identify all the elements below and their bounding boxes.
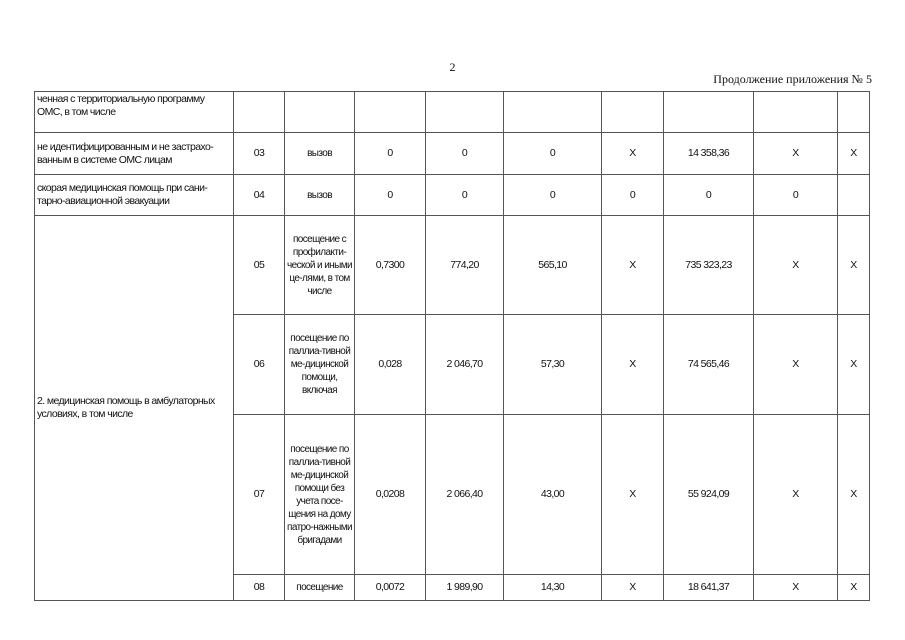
row-value-5: 55 924,09 xyxy=(664,415,754,575)
row-value-6 xyxy=(754,92,838,133)
row-unit: вызов xyxy=(285,175,355,216)
table-row xyxy=(35,216,870,315)
row-value-2: 1 989,90 xyxy=(426,575,504,601)
row-value-7: Х xyxy=(838,575,870,601)
row-value-5: 735 323,23 xyxy=(664,216,754,315)
row-unit: посещение xyxy=(285,575,355,601)
row-value-1: 0,7300 xyxy=(355,216,426,315)
row-value-6: Х xyxy=(754,315,838,415)
row-value-3: 0 xyxy=(504,133,602,175)
row-value-2: 2 046,70 xyxy=(426,315,504,415)
page-number: 2 xyxy=(449,60,456,74)
row-value-5: 0 xyxy=(664,175,754,216)
row-value-7: Х xyxy=(838,216,870,315)
row-value-1: 0,0072 xyxy=(355,575,426,601)
row-value-6: Х xyxy=(754,415,838,575)
table-row xyxy=(35,175,870,216)
row-value-6: Х xyxy=(754,216,838,315)
row-value-1: 0,0208 xyxy=(355,415,426,575)
row-value-1: 0 xyxy=(355,133,426,175)
row-value-4: Х xyxy=(602,133,664,175)
row-name: ченная с территориальную программу ОМС, в том числе xyxy=(35,92,234,133)
data-table xyxy=(34,91,870,601)
row-value-7 xyxy=(838,175,870,216)
row-value-6: 0 xyxy=(754,175,838,216)
row-unit: посещение по паллиа-тивной ме-дицинской помощи без учета посе-щения на дому патро-нажными бригадами xyxy=(285,415,355,575)
row-unit xyxy=(285,92,355,133)
row-value-7: Х xyxy=(838,415,870,575)
row-value-7 xyxy=(838,92,870,133)
row-value-3: 565,10 xyxy=(504,216,602,315)
row-value-4 xyxy=(602,92,664,133)
row-value-6: Х xyxy=(754,133,838,175)
row-value-3: 57,30 xyxy=(504,315,602,415)
row-value-4: 0 xyxy=(602,175,664,216)
row-value-2: 2 066,40 xyxy=(426,415,504,575)
row-value-3 xyxy=(504,92,602,133)
row-value-7: Х xyxy=(838,133,870,175)
row-value-2: 0 xyxy=(426,175,504,216)
row-value-3: 0 xyxy=(504,175,602,216)
row-code: 04 xyxy=(234,175,285,216)
row-value-2: 0 xyxy=(426,133,504,175)
row-value-2: 774,20 xyxy=(426,216,504,315)
row-value-5 xyxy=(664,92,754,133)
row-code: 05 xyxy=(234,216,285,315)
row-code: 08 xyxy=(234,575,285,601)
row-unit: посещение с профилакти-ческой и иными це-лями, в том числе xyxy=(285,216,355,315)
row-value-5: 14 358,36 xyxy=(664,133,754,175)
row-unit: вызов xyxy=(285,133,355,175)
table-row xyxy=(35,133,870,175)
row-value-1: 0,028 xyxy=(355,315,426,415)
row-value-4: Х xyxy=(602,575,664,601)
row-code: 06 xyxy=(234,315,285,415)
row-value-7: Х xyxy=(838,315,870,415)
row-code: 07 xyxy=(234,415,285,575)
row-value-4: Х xyxy=(602,216,664,315)
row-unit: посещение по паллиа-тивной ме-дицинской помощи, включая xyxy=(285,315,355,415)
row-value-3: 14,30 xyxy=(504,575,602,601)
row-name: не идентифицированным и не застрахо-ванным в системе ОМС лицам xyxy=(35,133,234,175)
row-value-4: Х xyxy=(602,415,664,575)
row-value-1: 0 xyxy=(355,175,426,216)
row-value-3: 43,00 xyxy=(504,415,602,575)
row-value-4: Х xyxy=(602,315,664,415)
row-value-5: 74 565,46 xyxy=(664,315,754,415)
row-code xyxy=(234,92,285,133)
continuation-caption: Продолжение приложения № 5 xyxy=(713,72,872,86)
row-name: скорая медицинская помощь при сани-тарно-авиационной эвакуации xyxy=(35,175,234,216)
row-value-1 xyxy=(355,92,426,133)
row-value-6: Х xyxy=(754,575,838,601)
row-code: 03 xyxy=(234,133,285,175)
table-row xyxy=(35,92,870,133)
row-value-5: 18 641,37 xyxy=(664,575,754,601)
row-name: 2. медицинская помощь в амбулаторных условиях, в том числе xyxy=(35,216,234,601)
row-value-2 xyxy=(426,92,504,133)
